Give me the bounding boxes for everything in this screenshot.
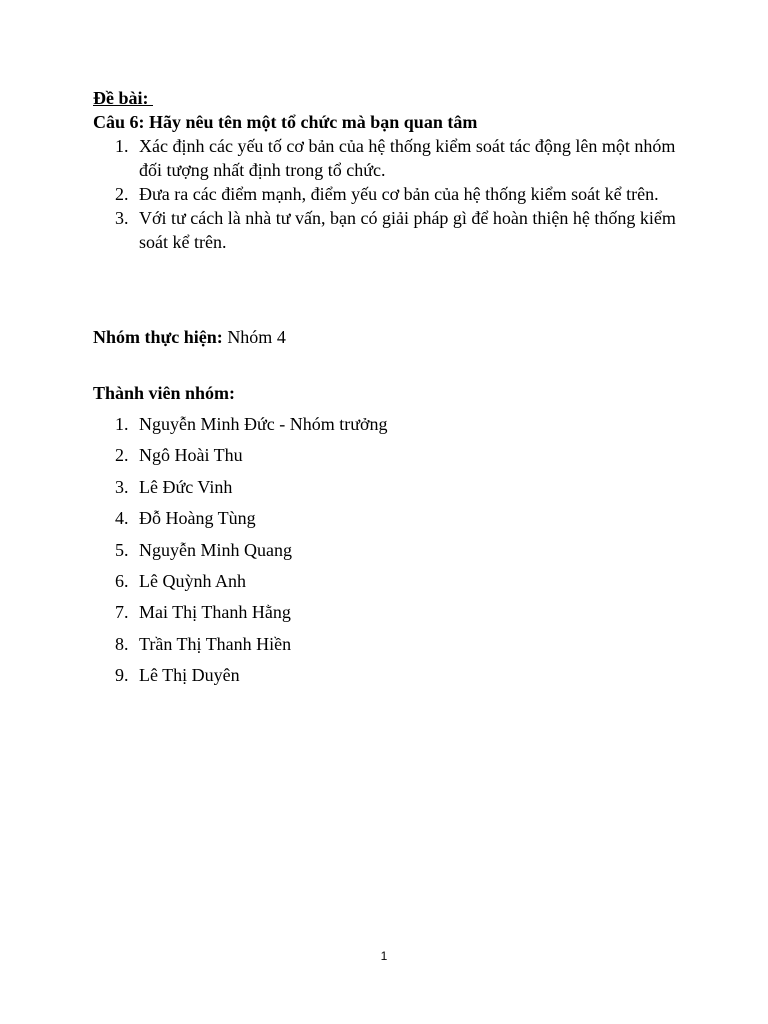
member-list — [93, 412, 388, 695]
group-info — [93, 325, 286, 349]
member-name: Nguyễn Minh Đức - Nhóm trưởng — [139, 414, 388, 434]
task-item — [93, 182, 693, 206]
member-item — [93, 632, 388, 663]
task-item — [93, 134, 693, 182]
member-name: Ngô Hoài Thu — [139, 445, 243, 466]
task-number: 2. — [115, 184, 129, 204]
task-item — [93, 206, 693, 254]
group-value: Nhóm 4 — [222, 327, 286, 347]
member-number: 3. — [115, 476, 129, 497]
task-text: Đưa ra các điểm mạnh, điểm yếu cơ bản của hệ thống kiểm soát kể trên. — [139, 184, 659, 204]
member-item — [93, 663, 388, 694]
member-number: 9. — [115, 665, 129, 686]
page-number: 1 — [380, 949, 388, 963]
member-number: 6. — [115, 570, 129, 591]
member-item — [93, 412, 388, 443]
member-item — [93, 506, 388, 537]
member-item — [93, 569, 388, 600]
question-title: Câu 6: Hãy nêu tên một tổ chức mà bạn quan tâm — [93, 112, 478, 132]
member-number: 4. — [115, 508, 129, 529]
member-number: 7. — [115, 602, 129, 623]
members-title: Thành viên nhóm: — [93, 383, 236, 403]
member-name: Đỗ Hoàng Tùng — [139, 508, 256, 529]
member-number: 5. — [115, 539, 129, 560]
task-number: 3. — [115, 208, 129, 228]
member-number: 2. — [115, 445, 129, 466]
member-name: Nguyễn Minh Quang — [139, 539, 292, 560]
task-list — [93, 134, 693, 254]
member-item — [93, 600, 388, 631]
member-item — [93, 443, 388, 474]
member-number: 8. — [115, 633, 129, 654]
task-text: Với tư cách là nhà tư vấn, bạn có giải pháp gì để hoàn thiện hệ thống kiểm soát kể trên. — [139, 208, 676, 252]
member-number: 1. — [115, 414, 129, 434]
task-number: 1. — [115, 136, 129, 156]
group-label: Nhóm thực hiện: — [93, 327, 223, 347]
member-name: Trần Thị Thanh Hiền — [139, 633, 292, 654]
member-name: Lê Thị Duyên — [139, 665, 240, 686]
member-name: Mai Thị Thanh Hằng — [139, 602, 291, 623]
member-item — [93, 538, 388, 569]
member-item — [93, 475, 388, 506]
member-name: Lê Đức Vinh — [139, 476, 233, 497]
task-text: Xác định các yếu tố cơ bản của hệ thống kiểm soát tác động lên một nhóm đối tượng nhất định trong tổ chức. — [139, 136, 676, 180]
assignment-heading: Đề bài: — [93, 88, 153, 108]
member-name: Lê Quỳnh Anh — [139, 570, 246, 591]
